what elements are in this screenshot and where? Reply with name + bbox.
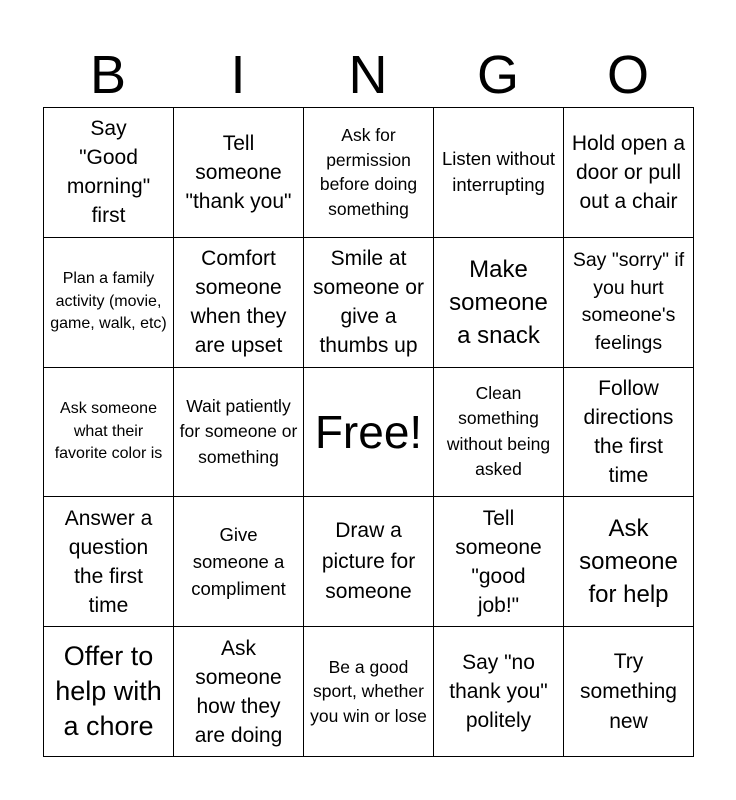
- cell-text: Tell someone "thank you": [185, 131, 292, 213]
- cell-text: Ask for permission before doing something: [319, 125, 418, 219]
- bingo-cell: [44, 497, 174, 627]
- free-space: [304, 368, 434, 498]
- bingo-cell: [434, 627, 564, 757]
- bingo-cell: [44, 238, 174, 368]
- header-letter-b: B: [89, 45, 127, 105]
- bingo-cell: [564, 238, 694, 368]
- bingo-cell: [174, 497, 304, 627]
- bingo-cell: [44, 627, 174, 757]
- bingo-cell: [304, 238, 434, 368]
- free-space-text: Free!: [314, 405, 423, 458]
- bingo-cell: [44, 108, 174, 238]
- cell-text: Tell someone "good job!": [455, 506, 542, 617]
- cell-text: Offer to help with a chore: [55, 641, 162, 742]
- cell-text: Hold open a door or pull out a chair: [571, 131, 686, 213]
- cell-text: Draw a picture for someone: [321, 519, 416, 604]
- bingo-cell: [304, 497, 434, 627]
- cell-text: Try something new: [580, 649, 677, 733]
- cell-text: Ask someone how they are doing: [194, 636, 283, 747]
- cell-text: Plan a family activity (movie, game, walk, etc): [50, 270, 167, 333]
- cell-text: Say "Good morning" first: [66, 117, 151, 228]
- header-letter-i: I: [230, 45, 246, 105]
- cell-text: Answer a question the first time: [64, 506, 153, 617]
- cell-text: Listen without interrupting: [441, 147, 556, 196]
- bingo-cell: [304, 627, 434, 757]
- bingo-grid: [43, 107, 694, 757]
- header-letter-n: N: [348, 45, 388, 105]
- bingo-cell: [174, 368, 304, 498]
- bingo-cell: [174, 238, 304, 368]
- bingo-cell: [434, 108, 564, 238]
- bingo-cell: [174, 108, 304, 238]
- cell-text: Smile at someone or give a thumbs up: [313, 247, 424, 358]
- bingo-cell: [564, 497, 694, 627]
- cell-text: Ask someone for help: [579, 515, 678, 609]
- cell-text: Wait patiently for someone or something: [179, 395, 298, 467]
- header-letter-g: G: [476, 45, 519, 105]
- cell-text: Clean something without being asked: [446, 382, 551, 480]
- cell-text: Comfort someone when they are upset: [190, 247, 287, 358]
- header-letter-o: O: [606, 45, 649, 105]
- cell-text: Be a good sport, whether you win or lose: [310, 656, 427, 726]
- cell-text: Say "no thank you" politely: [449, 651, 548, 733]
- bingo-cell: [564, 368, 694, 498]
- cell-text: Ask someone what their favorite color is: [54, 400, 163, 463]
- bingo-cell: [564, 108, 694, 238]
- cell-text: Make someone a snack: [449, 255, 548, 349]
- bingo-cell: [434, 497, 564, 627]
- bingo-cell: [44, 368, 174, 498]
- cell-text: Give someone a compliment: [191, 524, 286, 600]
- cell-text: Say "sorry" if you hurt someone's feelings: [572, 249, 685, 354]
- bingo-cell: [434, 368, 564, 498]
- bingo-cell: [174, 627, 304, 757]
- bingo-cell: [304, 108, 434, 238]
- bingo-cell: [434, 238, 564, 368]
- bingo-cell: [564, 627, 694, 757]
- bingo-header: [43, 44, 693, 106]
- cell-text: Follow directions the first time: [583, 376, 674, 487]
